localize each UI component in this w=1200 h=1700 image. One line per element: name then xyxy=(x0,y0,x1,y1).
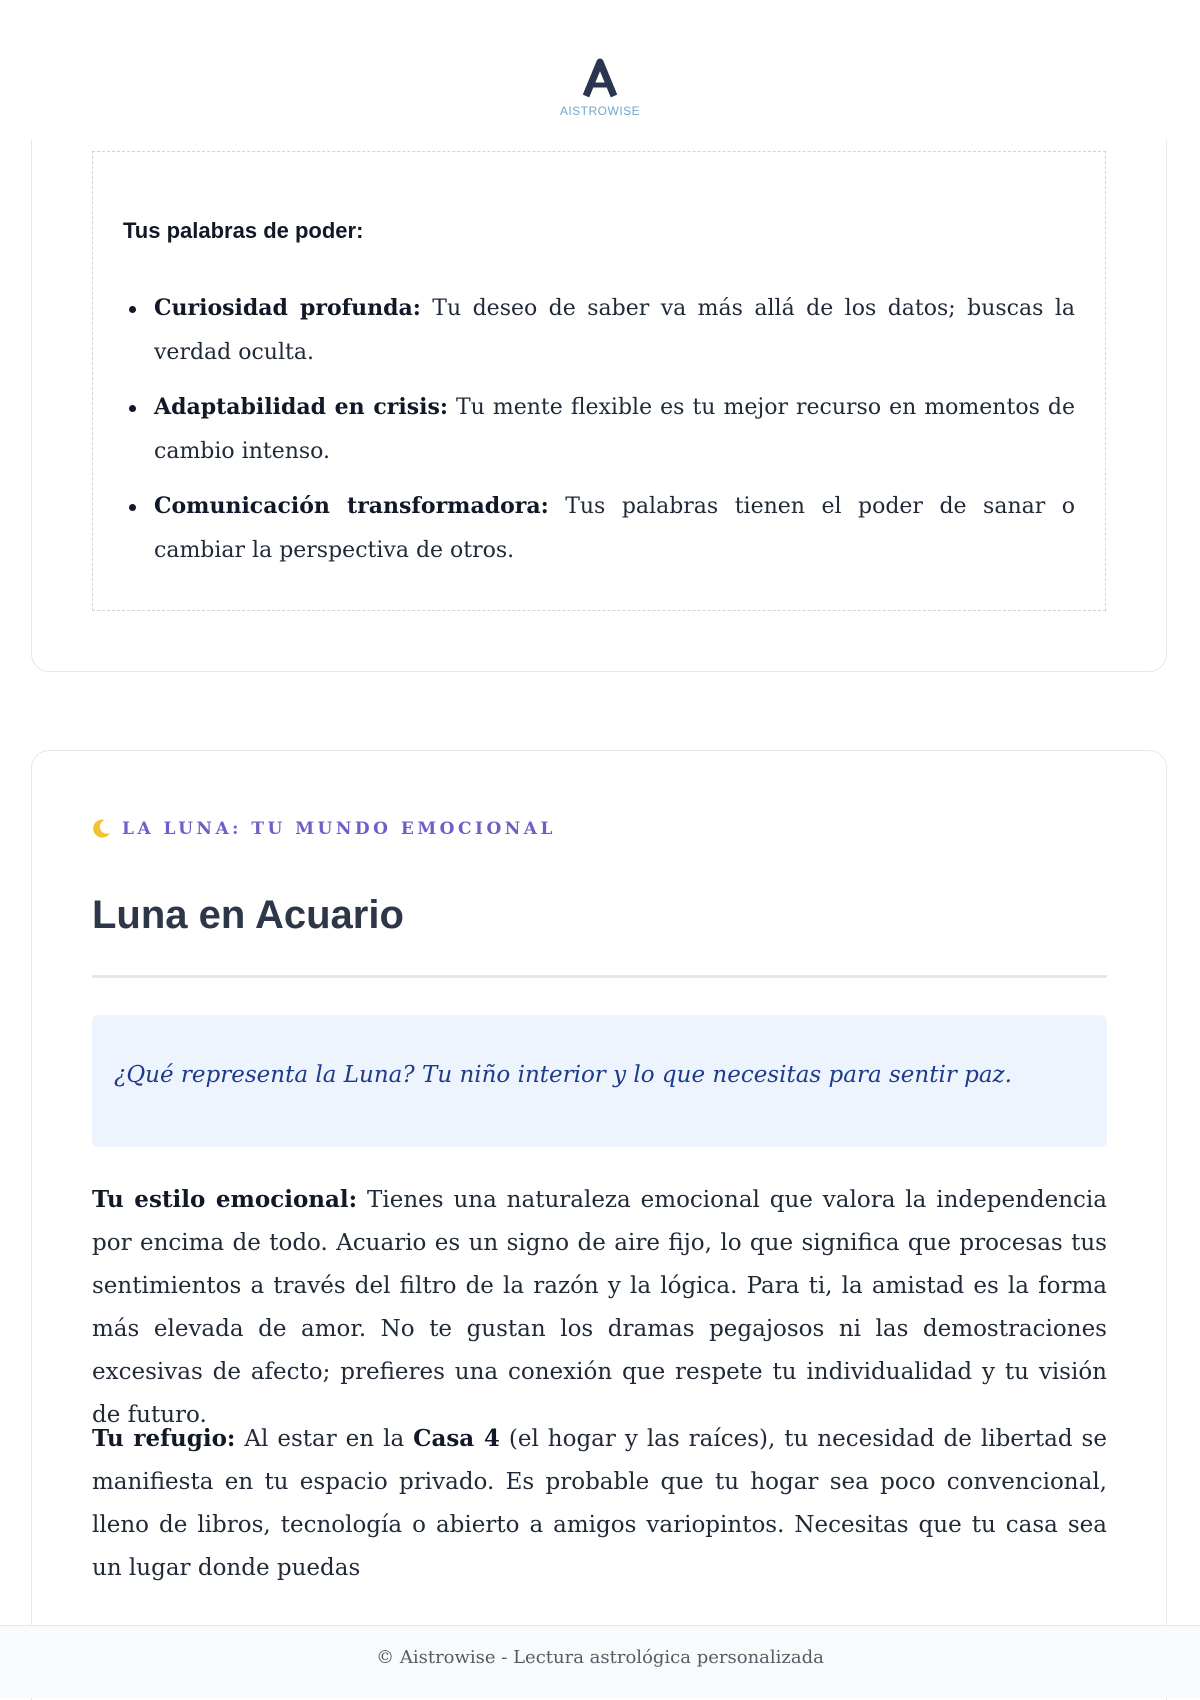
paragraph-label: Tu refugio: xyxy=(92,1425,236,1452)
footer-text: © Aistrowise - Lectura astrológica personalizada xyxy=(376,1647,824,1668)
question-text: ¿Qué representa la Luna? Tu niño interior y lo que necesitas para sentir paz. xyxy=(114,1062,1012,1088)
crescent-moon-icon xyxy=(92,818,112,838)
refuge-paragraph xyxy=(92,1417,1107,1590)
brand-name: AISTROWISE xyxy=(559,104,641,118)
power-word-text: Tu mente flexible es tu mejor recurso en momentos de cambio intenso. xyxy=(154,395,1075,464)
power-word-term: Adaptabilidad en crisis: xyxy=(154,394,448,420)
power-word-term: Curiosidad profunda: xyxy=(154,295,421,321)
power-words-list xyxy=(123,286,1075,583)
paragraph-label: Tu estilo emocional: xyxy=(92,1186,358,1213)
list-item xyxy=(123,286,1075,375)
paragraph-text: (el hogar y las raíces), tu necesidad de libertad se manifiesta en tu espacio privado. Es probable que tu hogar sea poco convencional, lleno de libros, tecnología o abierto a amigos variopintos. Necesitas que tu casa sea un lugar donde puedas xyxy=(92,1426,1107,1581)
page-header xyxy=(0,0,1200,140)
section-eyebrow-label: LA LUNA: TU MUNDO EMOCIONAL xyxy=(122,819,556,839)
title-divider xyxy=(92,975,1107,978)
paragraph-text: Al estar en la xyxy=(235,1426,414,1452)
section-eyebrow xyxy=(92,814,556,839)
power-word-text: Tus palabras tienen el poder de sanar o cambiar la perspectiva de otros. xyxy=(154,494,1075,563)
house-highlight: Casa 4 xyxy=(413,1425,500,1452)
section-title: Luna en Acuario xyxy=(92,893,404,937)
letter-a-logo-icon xyxy=(582,58,618,98)
power-word-term: Comunicación transformadora: xyxy=(154,493,549,519)
power-words-title: Tus palabras de poder: xyxy=(123,218,364,243)
paragraph-text: Tienes una naturaleza emocional que valora la independencia por encima de todo. Acuario es un signo de aire fijo, lo que significa que procesas tus sentimientos a través del filtro de la razón y la lógica. Para ti, la amistad es la forma más elevada de amor. No te gustan los dramas pegajosos ni las demostraciones excesivas de afecto; prefieres una conexión que respete tu individualidad y tu visión de futuro. xyxy=(92,1187,1107,1428)
power-word-text: Tu deseo de saber va más allá de los datos; buscas la verdad oculta. xyxy=(154,296,1075,365)
list-item xyxy=(123,385,1075,474)
list-item xyxy=(123,484,1075,573)
emotional-style-paragraph xyxy=(92,1178,1107,1437)
